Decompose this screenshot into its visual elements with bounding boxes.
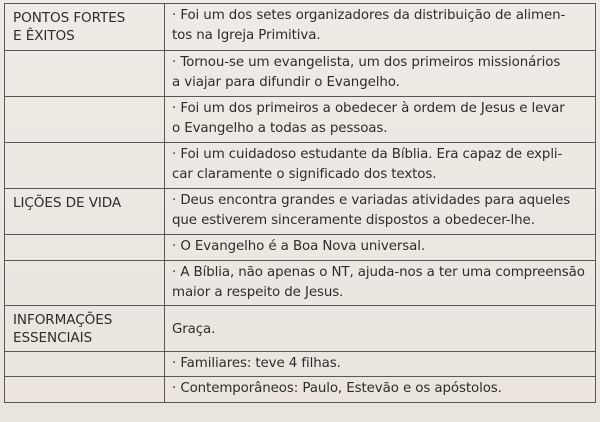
item-text: · O Evangelho é a Boa Nova universal.	[172, 239, 425, 254]
table-row	[5, 261, 596, 306]
table-row	[5, 235, 596, 261]
item-text: · Foi um dos primeiros a obedecer à ordem de Jesus e levar o Evangelho a todas as pessoas.	[172, 101, 565, 136]
table-cell	[165, 306, 596, 352]
category-life-lessons	[5, 189, 165, 235]
table-row	[5, 189, 596, 235]
table-row	[5, 306, 596, 352]
table-cell	[165, 4, 596, 51]
table-cell	[165, 143, 596, 189]
category-empty	[5, 235, 165, 261]
item-text: · Contemporâneos: Paulo, Estevão e os apóstolos.	[172, 381, 502, 396]
table-cell	[165, 51, 596, 97]
category-empty	[5, 51, 165, 97]
item-text: · Foi um dos setes organizadores da distribuição de alimen- tos na Igreja Primitiva.	[172, 8, 566, 43]
item-text: · Deus encontra grandes e variadas atividades para aqueles que estiverem sinceramente dispostos a obedecer-lhe.	[172, 193, 571, 228]
table-cell	[165, 97, 596, 143]
profile-table	[4, 3, 596, 403]
table-row	[5, 4, 596, 51]
category-empty	[5, 352, 165, 377]
category-empty	[5, 97, 165, 143]
item-text: · Tornou-se um evangelista, um dos primeiros missionários a viajar para difundir o Evangelho.	[172, 55, 561, 90]
item-text: · Familiares: teve 4 filhas.	[172, 356, 341, 371]
category-label: INFORMAÇÕES ESSENCIAIS	[13, 312, 113, 346]
category-label: PONTOS FORTES E ÊXITOS	[13, 10, 126, 44]
item-text: · A Bíblia, não apenas o NT, ajuda-nos a ter uma compreensão maior a respeito de Jesus.	[172, 265, 585, 300]
table-row	[5, 97, 596, 143]
category-strengths	[5, 4, 165, 51]
table-row	[5, 51, 596, 97]
table-cell	[165, 189, 596, 235]
table-cell	[165, 235, 596, 261]
table-cell	[165, 261, 596, 306]
category-label: LIÇÕES DE VIDA	[13, 195, 122, 211]
table-cell	[165, 352, 596, 377]
table-row	[5, 143, 596, 189]
table-cell	[165, 377, 596, 403]
category-empty	[5, 261, 165, 306]
category-key-facts	[5, 306, 165, 352]
category-empty	[5, 143, 165, 189]
category-empty	[5, 377, 165, 403]
table-row	[5, 352, 596, 377]
table-row	[5, 377, 596, 403]
item-text: Graça.	[172, 321, 216, 337]
item-text: · Foi um cuidadoso estudante da Bíblia. Era capaz de expli- car claramente o significado dos textos.	[172, 147, 563, 182]
